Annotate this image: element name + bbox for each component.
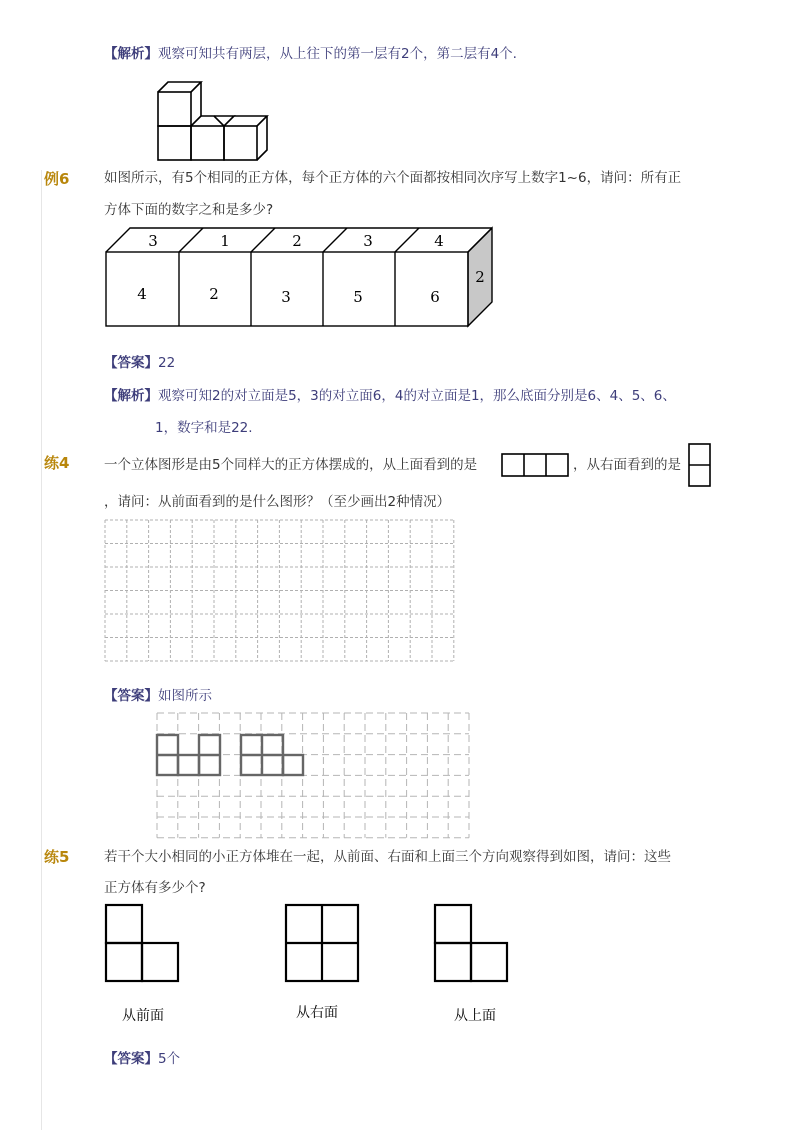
practice-5-question-line1: 若干个大小相同的小正方体堆在一起，从前面、右面和上面三个方向观察得到如图，请问：这些 [104, 849, 671, 865]
answer-tag: 【答案】 [104, 355, 158, 371]
answer-tag: 【答案】 [104, 1051, 158, 1067]
right-view-figure [687, 442, 713, 488]
cube-5-side: 2 [475, 268, 485, 286]
cube-3-top: 2 [292, 232, 302, 250]
answer-value: 如图所示 [158, 688, 212, 704]
cube-1-front: 4 [137, 285, 147, 303]
cube-3-front: 3 [281, 288, 291, 306]
practice-4-question-line1a: 一个立体图形是由5个同样大的正方体摆成的，从上面看到的是 [104, 457, 478, 473]
practice-5-question-line2: 正方体有多少个? [104, 880, 206, 896]
margin-rule [41, 170, 42, 1130]
practice-5-label: 练5 [44, 848, 70, 866]
analysis-text: 观察可知共有两层，从上往下的第一层有2个，第二层有4个. [158, 46, 517, 62]
cube-4-front: 5 [353, 288, 363, 306]
cube-2-top: 1 [220, 232, 230, 250]
front-view-figure [104, 903, 180, 983]
five-cubes-figure [100, 224, 500, 330]
answer-drawing-grid [155, 711, 471, 841]
blank-drawing-grid [104, 519, 456, 663]
practice-4-answer [104, 686, 212, 706]
analysis-line1: 观察可知2的对立面是5，3的对立面6，4的对立面是1，那么底面分别是6、4、5、6、 [158, 388, 676, 404]
practice-4-question-line1b: ，从右面看到的是 [573, 457, 681, 473]
answer-value: 5个 [158, 1051, 181, 1067]
answer-tag: 【答案】 [104, 688, 158, 704]
answer-value: 22 [158, 355, 176, 371]
top-analysis [104, 44, 517, 64]
analysis-tag: 【解析】 [104, 46, 158, 62]
example-6-analysis [104, 386, 676, 406]
practice-4-label: 练4 [44, 454, 70, 472]
example-6-answer [104, 353, 175, 373]
stacked-cubes-figure [150, 72, 275, 164]
cube-5-front: 6 [430, 288, 440, 306]
view-label-top: 从上面 [454, 1008, 496, 1024]
example-6-analysis-line2: 1，数字和是22. [155, 420, 253, 436]
cube-4-top: 3 [363, 232, 373, 250]
analysis-tag: 【解析】 [104, 388, 158, 404]
top-side-view-figure [433, 903, 509, 983]
cube-1-top: 3 [148, 232, 158, 250]
cube-5-top: 4 [434, 232, 444, 250]
top-view-figure [500, 452, 572, 478]
example-6-question-line1: 如图所示，有5个相同的正方体，每个正方体的六个面都按相同次序写上数字1~6，请问：所有正 [104, 170, 682, 186]
example-6-question-line2: 方体下面的数字之和是多少? [104, 202, 274, 218]
practice-5-answer [104, 1049, 180, 1069]
view-label-right: 从右面 [296, 1005, 338, 1021]
cube-2-front: 2 [209, 285, 219, 303]
example-6-label: 例6 [44, 170, 70, 188]
right-side-view-figure [284, 903, 360, 983]
practice-4-question-line2: ，请问：从前面看到的是什么图形？（至少画出2种情况） [104, 494, 451, 510]
view-label-front: 从前面 [122, 1008, 164, 1024]
